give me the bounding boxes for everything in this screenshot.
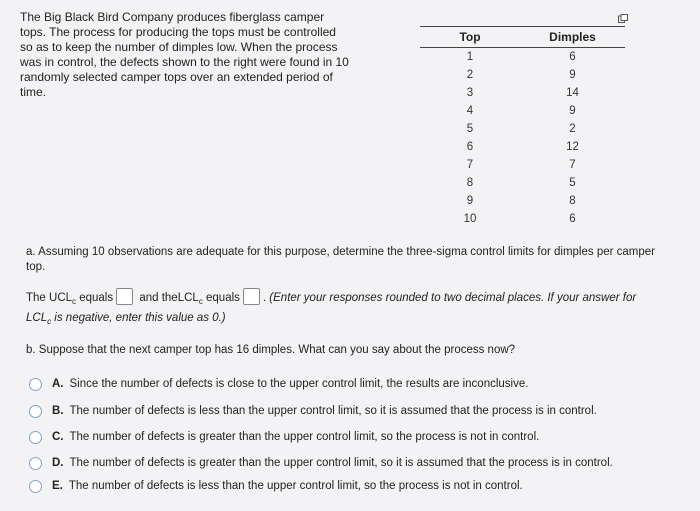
cell-top: 8 bbox=[466, 177, 474, 189]
table-row bbox=[420, 120, 625, 138]
cell-dimples: 9 bbox=[569, 69, 576, 81]
cell-dimples: 2 bbox=[569, 123, 576, 135]
copy-icon[interactable] bbox=[618, 14, 628, 23]
cell-dimples: 5 bbox=[569, 177, 576, 189]
cell-top: 4 bbox=[466, 105, 474, 117]
table-row bbox=[420, 174, 625, 192]
cell-dimples: 6 bbox=[569, 213, 576, 225]
table-row bbox=[420, 192, 625, 210]
option-letter: D. bbox=[52, 457, 64, 469]
ucl-subscript: c bbox=[72, 297, 77, 306]
option-text: The number of defects is less than the upper control limit, so it is assumed that the process is in control. bbox=[69, 405, 597, 417]
cell-top: 1 bbox=[466, 51, 474, 63]
cell-top: 2 bbox=[466, 69, 474, 81]
part-a-answer-line: The $UCL_c$ equals and theLCL$_c$ equals . (Enter your responses rounded to two decimal places. If your answer for $LCL_c$ is negative, enter this value as 0.) bbox=[26, 288, 686, 330]
option-text: The number of defects is less than the upper control limit, so the process is not in control. bbox=[68, 480, 523, 492]
equals-label: equals bbox=[76, 292, 114, 304]
cell-top: 6 bbox=[466, 141, 474, 153]
option-letter: B. bbox=[52, 405, 64, 417]
table-row bbox=[420, 102, 625, 120]
option-d[interactable] bbox=[29, 455, 613, 471]
option-letter: C. bbox=[52, 431, 64, 443]
lcl-input[interactable] bbox=[243, 288, 260, 305]
ucl-label: The UCL bbox=[26, 292, 73, 304]
table-row bbox=[420, 156, 625, 174]
radio-c[interactable] bbox=[29, 431, 42, 444]
cell-dimples: 12 bbox=[566, 141, 579, 153]
table-row bbox=[420, 210, 625, 228]
radio-a[interactable] bbox=[29, 378, 42, 391]
table-row bbox=[420, 66, 625, 84]
option-text: The number of defects is greater than the upper control limit, so the process is not in control. bbox=[69, 431, 540, 443]
radio-b[interactable] bbox=[29, 405, 42, 418]
header-top: Top bbox=[459, 30, 481, 44]
radio-d[interactable] bbox=[29, 457, 42, 470]
header-dimples: Dimples bbox=[549, 30, 596, 44]
cell-dimples: 7 bbox=[569, 159, 576, 171]
lcl-label: LCL bbox=[177, 292, 199, 304]
table-row bbox=[420, 138, 625, 156]
option-letter: A. bbox=[52, 378, 64, 390]
answer-note: (Enter your responses rounded to two decimal places. If your answer for bbox=[269, 292, 637, 304]
cell-dimples: 8 bbox=[569, 195, 576, 207]
table-header bbox=[420, 27, 625, 48]
cell-dimples: 6 bbox=[569, 51, 576, 63]
option-text: Since the number of defects is close to the upper control limit, the results are inconclusive. bbox=[69, 378, 529, 390]
problem-intro: The Big Black Bird Company produces fiberglass camper tops. The process for producing the tops must be controlled so as to keep the number of dimples low. When the process was in control, the defects shown to the right were found in 10 randomly selected camper tops over an extended period of time. bbox=[20, 10, 349, 99]
option-b[interactable] bbox=[29, 403, 597, 419]
cell-top: 5 bbox=[466, 123, 474, 135]
equals-label-2: equals bbox=[202, 292, 240, 304]
cell-top: 9 bbox=[466, 195, 474, 207]
answer-note-2: is negative, enter this value as 0.) bbox=[51, 312, 226, 324]
option-c[interactable] bbox=[29, 429, 539, 445]
option-a[interactable] bbox=[29, 376, 528, 392]
table-row bbox=[420, 84, 625, 102]
note-lcl: LCL bbox=[26, 312, 48, 324]
table-row bbox=[420, 48, 625, 66]
part-b-question: b. Suppose that the next camper top has 16 dimples. What can you say about the process now? bbox=[26, 344, 516, 356]
and-the-label: and the bbox=[139, 292, 178, 304]
radio-e[interactable] bbox=[29, 480, 42, 493]
cell-top: 10 bbox=[463, 213, 477, 225]
option-e[interactable] bbox=[29, 478, 523, 494]
option-text: The number of defects is greater than the upper control limit, so it is assumed that the process is in control. bbox=[69, 457, 613, 469]
cell-dimples: 14 bbox=[566, 87, 579, 99]
ucl-input[interactable] bbox=[116, 288, 133, 305]
lcl-subscript: c bbox=[198, 297, 203, 306]
cell-top: 7 bbox=[466, 159, 474, 171]
note-lcl-subscript: c bbox=[47, 317, 52, 326]
dimples-table bbox=[420, 26, 625, 228]
cell-dimples: 9 bbox=[569, 105, 576, 117]
cell-top: 3 bbox=[466, 87, 474, 99]
option-letter: E. bbox=[52, 480, 63, 492]
part-a-question: a. Assuming 10 observations are adequate for this purpose, determine the three-sigma control limits for dimples per camper top. bbox=[26, 246, 655, 273]
